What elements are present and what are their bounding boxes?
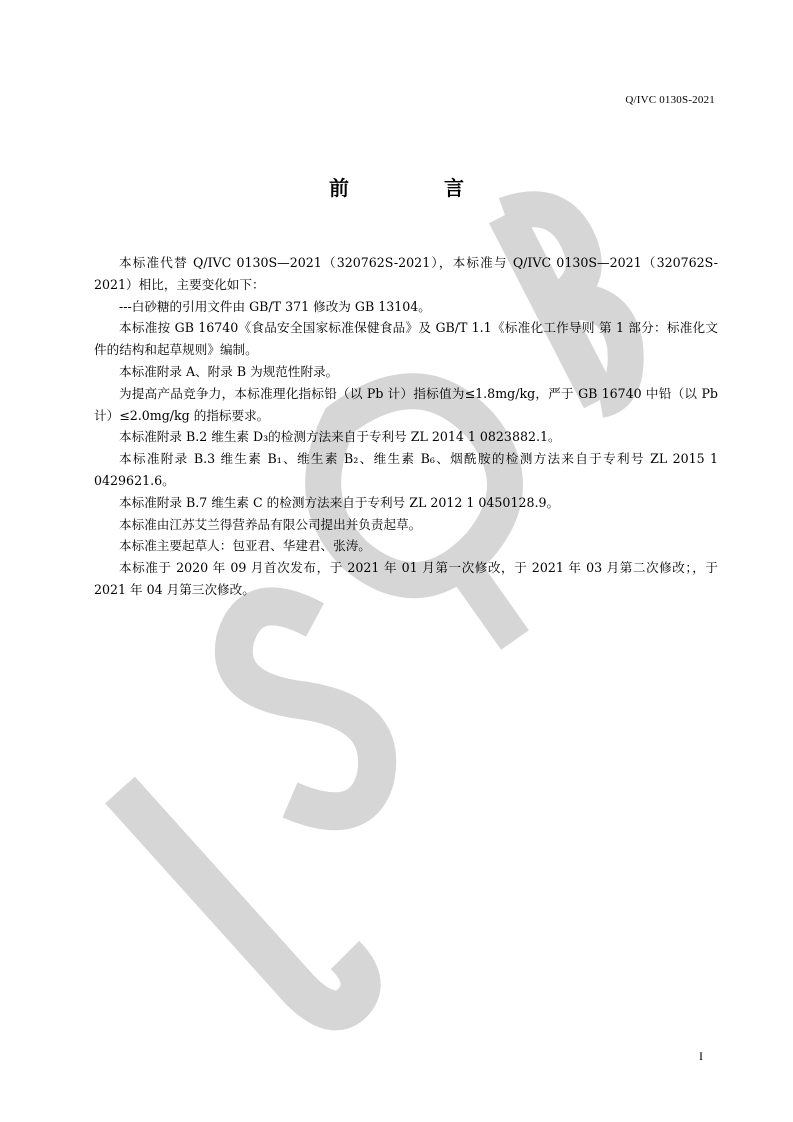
- paragraph-sugar-change: ---白砂糖的引用文件由 GB/T 371 修改为 GB 13104。: [119, 298, 431, 314]
- page-title: 前 言: [329, 176, 508, 200]
- paragraph-compilation-basis: 本标准按 GB 16740《食品安全国家标准保健食品》及 GB/T 1.1《标准化工作导则 第 1 部分：标准化文件的结构和起草规则》编制。: [94, 320, 718, 358]
- paragraph-lead-indicator: 为提高产品竞争力，本标准理化指标铅（以 Pb 计）指标值为≤1.8mg/kg，严于 GB 16740 中铅（以 Pb 计）≤2.0mg/kg 的指标要求。: [94, 385, 718, 423]
- paragraph-patent-b7: 本标准附录 B.7 维生素 C 的检测方法来自于专利号 ZL 2012 1 0450128.9。: [119, 494, 560, 510]
- foreword-body: [94, 252, 718, 601]
- document-code: Q/IVC 0130S-2021: [625, 94, 715, 106]
- paragraph-patent-b3: 本标准附录 B.3 维生素 B₁、维生素 B₂、维生素 B₆、烟酰胺的检测方法来自于专利号 ZL 2015 1 0429621.6。: [94, 451, 718, 488]
- paragraph-drafters: 本标准主要起草人：包亚君、华建君、张涛。: [119, 538, 371, 554]
- paragraph-replacement: 本标准代替 Q/IVC 0130S—2021（320762S-2021），本标准与 Q/IVC 0130S—2021（320762S-2021）相比，主要变化如下：: [94, 255, 718, 292]
- watermark-letter-s: [234, 606, 377, 811]
- paragraph-proposer: 本标准由江苏艾兰得营养品有限公司提出并负责起草。: [119, 516, 422, 532]
- paragraph-history: 本标准于 2020 年 09 月首次发布，于 2021 年 01 月第一次修改，于 2021 年 03 月第二次修改；，于 2021 年 04 月第三次修改。: [94, 560, 718, 597]
- watermark-letter-j: [120, 790, 361, 1010]
- page-number: I: [699, 1049, 703, 1063]
- paragraph-patent-b2: 本标准附录 B.2 维生素 D₃的检测方法来自于专利号 ZL 2014 1 0823882.1。: [119, 429, 561, 445]
- paragraph-appendix: 本标准附录 A、附录 B 为规范性附录。: [119, 363, 339, 379]
